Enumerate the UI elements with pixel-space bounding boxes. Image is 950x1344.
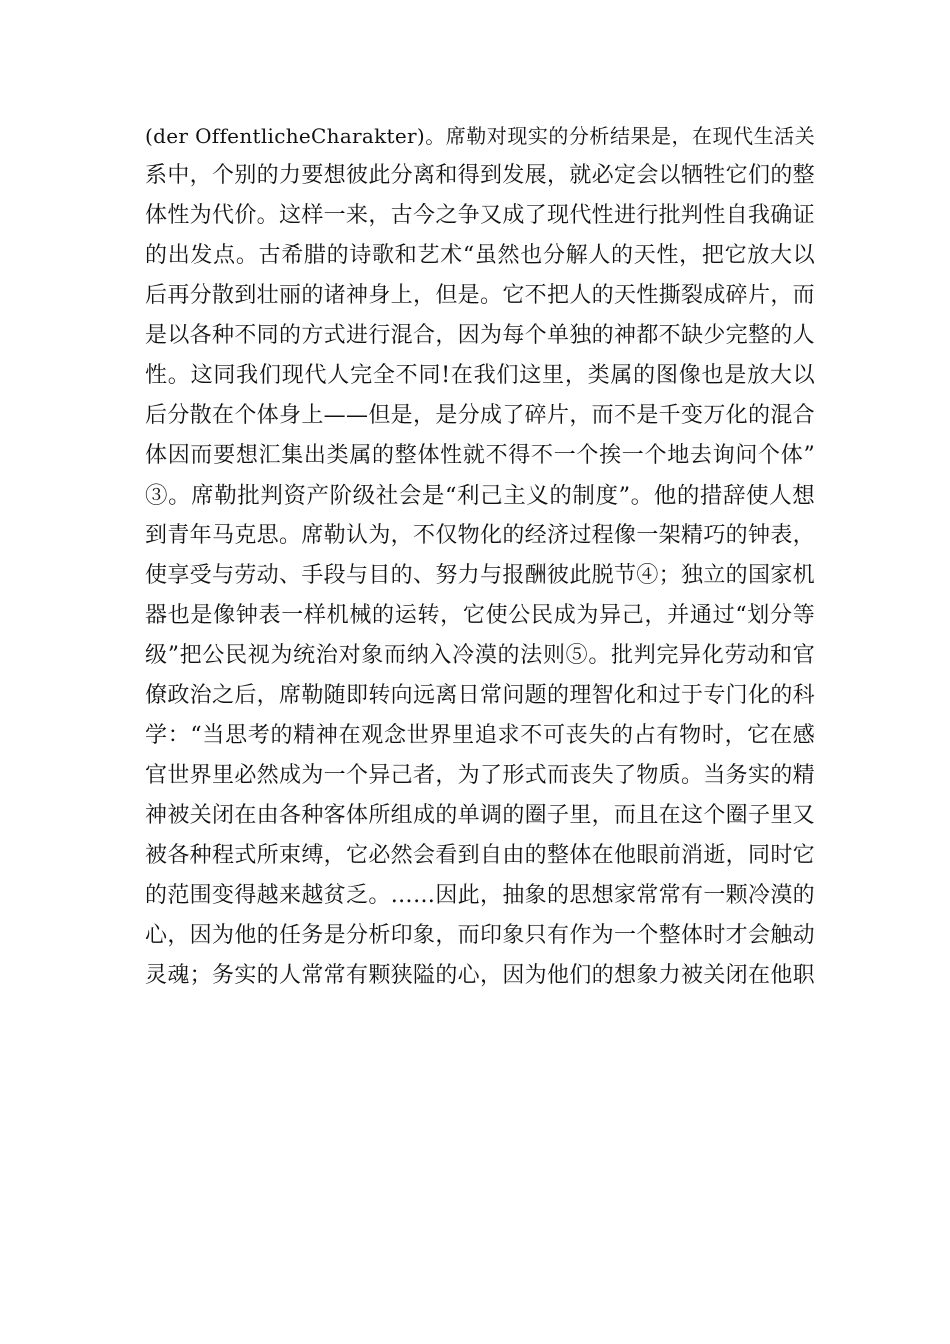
text-line: 学：“当思考的精神在观念世界里追求不可丧失的占有物时，它在感 [145,723,815,748]
body-text [145,116,815,996]
text-line: 级”把公民视为统治对象而纳入冷漠的法则⑤。批判完异化劳动和官 [145,643,815,668]
text-line: 体性为代价。这样一来，古今之争又成了现代性进行批判性自我确证 [145,203,815,228]
text-line: 性。这同我们现代人完全不同!在我们这里，类属的图像也是放大以 [145,363,815,388]
text-line: 被各种程式所束缚，它必然会看到自由的整体在他眼前消逝，同时它 [145,843,815,868]
text-line: 官世界里必然成为一个异己者，为了形式而丧失了物质。当务实的精 [145,763,815,788]
text-line: 系中，个别的力要想彼此分离和得到发展，就必定会以牺牲它们的整 [145,163,815,188]
text-line: ③。席勒批判资产阶级社会是“利己主义的制度”。他的措辞使人想 [145,483,815,509]
text-line: 的范围变得越来越贫乏。……因此，抽象的思想家常常有一颗冷漠的 [145,883,815,908]
text-line: 到青年马克思。席勒认为，不仅物化的经济过程像一架精巧的钟表， [145,523,815,548]
text-line: 灵魂；务实的人常常有颗狭隘的心，因为他们的想象力被关闭在他职 [145,963,815,988]
text-line: 是以各种不同的方式进行混合，因为每个单独的神都不缺少完整的人 [145,323,815,348]
text-line: 体因而要想汇集出类属的整体性就不得不一个挨一个地去询问个体” [145,443,815,468]
text-line: (der OffentlicheCharakter)。席勒对现实的分析结果是，在现代生活关 [145,124,815,148]
text-line: 后再分散到壮丽的诸神身上，但是。它不把人的天性撕裂成碎片，而 [145,283,815,308]
text-line: 使享受与劳动、手段与目的、努力与报酬彼此脱节④；独立的国家机 [145,563,815,588]
text-line: 僚政治之后，席勒随即转向远离日常问题的理智化和过于专门化的科 [145,683,815,708]
text-line: 的出发点。古希腊的诗歌和艺术“虽然也分解人的天性，把它放大以 [145,243,815,268]
text-line: 心，因为他的任务是分析印象，而印象只有作为一个整体时才会触动 [145,923,815,948]
text-line: 器也是像钟表一样机械的运转，它使公民成为异己，并通过“划分等 [145,603,815,628]
text-line: 神被关闭在由各种客体所组成的单调的圈子里，而且在这个圈子里又 [145,803,815,828]
text-line: 后分散在个体身上——但是，是分成了碎片，而不是千变万化的混合 [145,403,815,428]
